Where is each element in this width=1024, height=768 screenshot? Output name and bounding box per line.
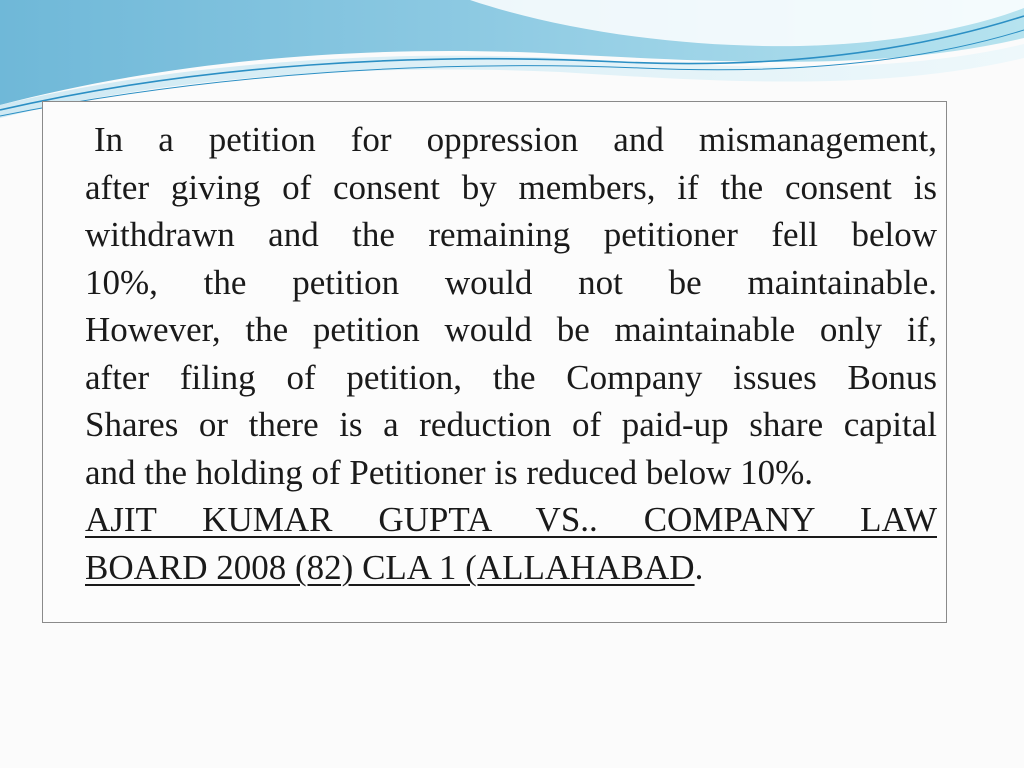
body-line-8: and the holding of Petitioner is reduced below 10%.: [85, 452, 814, 492]
case-citation-text: BOARD 2008 (82) CLA 1 (ALLAHABAD: [85, 547, 695, 587]
slide-body-text: [85, 116, 937, 591]
body-line-3: withdrawn and the remaining petitioner fell below: [85, 215, 937, 254]
case-citation-line-1: AJIT KUMAR GUPTA VS.. COMPANY LAW: [85, 500, 937, 539]
body-line-6: after filing of petition, the Company issues Bonus: [85, 357, 937, 397]
body-line-1: In a petition for oppression and mismanagement,: [94, 120, 937, 159]
body-line-7: Shares or there is a reduction of paid-up share capital: [85, 405, 937, 444]
case-citation-period: .: [694, 547, 704, 587]
body-line-2: after giving of consent by members, if the consent is: [85, 167, 937, 207]
body-line-4: 10%, the petition would not be maintainable.: [85, 262, 937, 302]
case-citation-line-2: [85, 544, 937, 592]
content-box: [42, 101, 947, 623]
body-line-5: However, the petition would be maintainable only if,: [85, 310, 937, 349]
